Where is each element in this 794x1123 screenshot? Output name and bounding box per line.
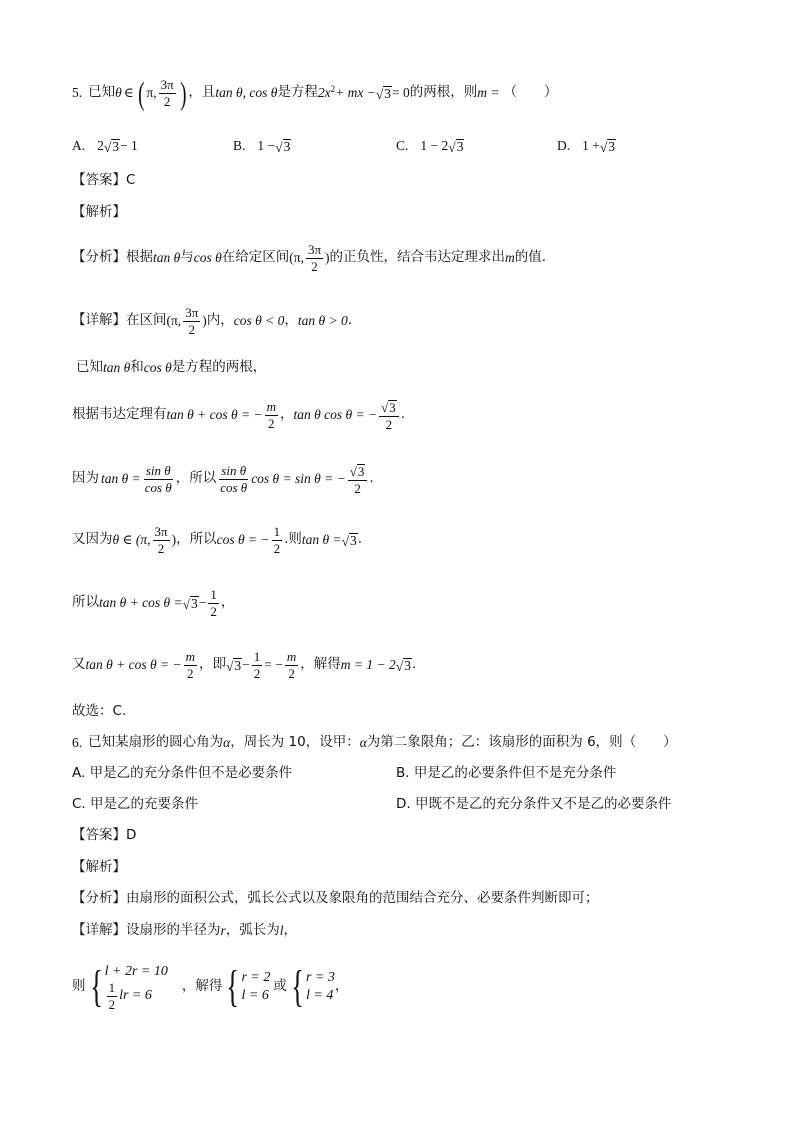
option-label: C. [396, 138, 409, 154]
text: ，解得 [300, 656, 341, 673]
text: 和 [130, 359, 144, 376]
one-over-two [208, 588, 219, 618]
three-pi-over-two [153, 525, 170, 555]
interval-start: π, [146, 85, 157, 101]
q6-stem [72, 734, 677, 752]
radicand: 3 [191, 595, 198, 611]
minus: − [198, 595, 207, 611]
equals-minus: = − [264, 657, 283, 673]
frac-numerator: 3π [307, 241, 322, 257]
theta-symbol: θ [115, 85, 122, 101]
q5-option-b [233, 137, 291, 155]
frac-numerator: m [286, 648, 297, 664]
sin-over-cos [218, 464, 249, 494]
frac-numerator: sin θ [221, 462, 247, 478]
interval-close: ) [325, 250, 330, 266]
frac-numerator: 1 [108, 979, 116, 995]
frac-denominator: 2 [187, 665, 194, 681]
frac-denominator: 2 [268, 415, 275, 431]
system-eq-2 [105, 981, 168, 1011]
l-symbol: l [279, 923, 284, 939]
option-expr: 1 − [257, 138, 276, 154]
tan-theta: tan θ [103, 360, 131, 376]
sum-expr: tan θ + cos θ = [99, 595, 183, 611]
equation-part: = 0 [392, 85, 410, 101]
result-expr: m = 1 − 2 [340, 657, 396, 673]
q6-option-d [396, 797, 671, 813]
answer-tag: 【答案】 [72, 827, 126, 844]
sqrt-3: √ 3 [225, 657, 242, 674]
option-text: B. 甲是乙的必要条件但不是充分条件 [396, 765, 617, 782]
q6-option-c [72, 797, 198, 813]
q6-answer [72, 828, 136, 844]
text: 根据韦达定理有 [72, 406, 167, 423]
sqrt-3: √ 3 [275, 138, 291, 155]
left-brace: { [291, 962, 304, 1012]
interval-close: ) [202, 313, 207, 329]
text: . [357, 531, 363, 548]
fenxi-text: 与 [180, 249, 194, 266]
q5-choose [72, 704, 126, 720]
q6-fenxi [72, 891, 599, 907]
answer-value: D [126, 827, 137, 844]
q5-stem-text: ，且 [188, 84, 216, 101]
frac-denominator: cos θ [144, 479, 172, 495]
solution-1-l: l = 6 [241, 988, 269, 1003]
sqrt-3: √ 3 [599, 138, 616, 155]
analysis-tag: 【解析】 [72, 204, 126, 221]
q6-stem-text: 为第二象限角；乙：该扇形的面积为 6，则（ ） [366, 734, 677, 751]
q6-stem-text: 已知某扇形的圆心角为 [88, 734, 224, 751]
q5-stem [72, 75, 558, 111]
q5-again-line [72, 644, 416, 686]
detail-text: ，弧长为 [225, 922, 280, 939]
option-expr: 1 + [582, 138, 600, 154]
sum-expr: tan θ + cos θ = − [166, 407, 263, 423]
text: ，解得 [181, 978, 223, 995]
text: 则 [72, 978, 86, 995]
cos-eq: cos θ = − [216, 532, 270, 548]
open-paren: ( [137, 74, 145, 111]
q6-detail [72, 922, 297, 940]
detail-tag: 【详解】 [72, 922, 126, 939]
fenxi-tag: 【分析】 [72, 890, 126, 907]
text: 因为 [72, 470, 99, 487]
sqrt-3: √ 3 [395, 657, 411, 674]
system-eq-2-rest: lr = 6 [119, 988, 152, 1003]
option-label: B. [233, 138, 246, 154]
element-of-symbol: ∈ [123, 85, 134, 101]
option-text: D. 甲既不是乙的充分条件又不是乙的必要条件 [396, 796, 672, 813]
frac-denominator: 2 [210, 603, 217, 619]
q5-stem-text: 是方程 [277, 84, 318, 101]
radicand: 3 [112, 138, 120, 154]
frac-denominator: 2 [385, 416, 393, 432]
q5-option-a [72, 137, 138, 155]
q6-stem-text: ，周长为 10，设甲： [230, 734, 360, 751]
option-expr: 1 − 2 [420, 138, 449, 154]
radicand: 3 [608, 138, 616, 154]
frac-denominator: 2 [288, 665, 295, 681]
one-over-two [107, 981, 118, 1011]
text: ， [220, 594, 235, 611]
left-brace: { [89, 962, 103, 1012]
q5-number: 5. [72, 85, 83, 101]
text: 是方程的两根， [171, 359, 267, 376]
frac-denominator: 2 [311, 258, 318, 274]
text: . [369, 470, 374, 487]
q5-known-line [76, 360, 266, 376]
m-over-two [285, 650, 298, 680]
q5-because-line [72, 458, 374, 500]
frac-numerator: 3π [154, 523, 168, 539]
theta-in: θ ∈ (π, [112, 532, 151, 548]
three-pi-over-two [159, 78, 176, 108]
radicand: 3 [234, 657, 242, 673]
tan-cos-expr: tan θ, cos θ [215, 85, 278, 101]
text: ， [279, 406, 294, 423]
text: .则 [284, 531, 302, 548]
q6-analysis-tag [72, 860, 126, 876]
q6-number: 6. [72, 735, 83, 751]
system-eq-1: l + 2r = 10 [104, 963, 168, 979]
fenxi-text: 由扇形的面积公式，弧长公式以及象限角的范围结合充分、必要条件判断即可； [126, 890, 599, 907]
sum-expr: tan θ + cos θ = − [85, 657, 182, 673]
tan-eq: tan θ = [301, 532, 342, 548]
frac-denominator: 2 [163, 93, 171, 109]
r-symbol: r [220, 923, 226, 939]
radicand: 3 [404, 657, 411, 673]
frac-denominator: cos θ [220, 479, 248, 495]
m-symbol: m [505, 250, 515, 266]
detail-text: 设扇形的半径为 [126, 922, 221, 939]
q5-stem-text: 的两根，则 [409, 84, 478, 101]
option-expr: 2 [97, 138, 104, 154]
option-label: D. [557, 138, 571, 154]
sqrt-3: √ 3 [349, 463, 365, 479]
frac-numerator: m [185, 648, 195, 664]
q5-option-d [557, 137, 616, 155]
interval-open: (π, [289, 250, 304, 266]
equation-part: 2x [317, 85, 331, 101]
tan-eq: tan θ = [101, 471, 141, 487]
text: ，所以 [176, 531, 217, 548]
q5-fenxi [72, 238, 546, 278]
text: 又 [72, 656, 86, 673]
sqrt3-over-two [379, 399, 399, 431]
fenxi-text: 的正负性，结合韦达定理求出 [329, 249, 506, 266]
fenxi-text: 的值. [514, 249, 547, 266]
text: ， [334, 978, 349, 995]
detail-text: ， [283, 922, 298, 939]
sqrt-3: √ 3 [341, 532, 357, 549]
frac-numerator: 3π [185, 304, 199, 320]
answer-tag: 【答案】 [72, 172, 126, 189]
answer-value: C [126, 172, 136, 189]
radicand: 3 [384, 85, 392, 101]
sqrt-3: √ 3 [182, 595, 198, 612]
one-over-two [252, 650, 263, 680]
frac-numerator: 1 [210, 586, 217, 602]
tan-theta: tan θ [153, 250, 181, 266]
text: 或 [273, 978, 287, 995]
q6-option-a [72, 766, 292, 782]
detail-text: ， [284, 312, 298, 329]
text: . [411, 656, 417, 673]
fenxi-text: 根据 [126, 249, 153, 266]
frac-denominator: 2 [188, 321, 195, 337]
sin-over-cos [143, 464, 174, 494]
equation-part: + mx − [335, 85, 376, 101]
text: . [400, 406, 406, 423]
sqrt3-over-two [348, 463, 368, 495]
frac-numerator: m [266, 398, 276, 414]
detail-text: 在区间 [126, 312, 167, 329]
interval-open: (π, [166, 313, 182, 329]
fenxi-tag: 【分析】 [72, 249, 126, 266]
radicand: 3 [456, 138, 464, 154]
radicand: 3 [357, 463, 365, 479]
solution-2 [306, 969, 335, 1005]
detail-text: . [347, 312, 353, 329]
text: ，所以 [175, 470, 217, 487]
analysis-tag: 【解析】 [72, 859, 126, 876]
frac-denominator: 2 [354, 480, 361, 496]
frac-numerator: 1 [273, 523, 281, 539]
m-equals: m = [477, 85, 500, 101]
mid-expr: cos θ = sin θ = − [251, 471, 346, 487]
answer-blank: （ ） [503, 84, 558, 101]
one-over-two [272, 525, 283, 555]
radicand: 3 [283, 138, 291, 154]
frac-numerator: sin θ [145, 462, 171, 478]
sqrt-3: √ 3 [375, 85, 392, 102]
solution-1 [241, 969, 270, 1005]
radicand: 3 [350, 532, 357, 548]
q5-also-line [72, 519, 362, 561]
three-pi-over-two [306, 243, 323, 273]
m-over-two [265, 400, 278, 430]
option-expr: − 1 [120, 138, 138, 154]
q5-answer [72, 173, 135, 189]
sqrt-3: √ 3 [103, 138, 120, 155]
frac-denominator: 2 [273, 540, 281, 556]
solution-2-r: r = 3 [306, 969, 335, 985]
text: ，即 [198, 656, 226, 673]
q5-option-c [396, 137, 464, 155]
q5-detail [72, 301, 352, 341]
left-brace: { [226, 962, 240, 1012]
radicand: 3 [389, 399, 396, 415]
m-over-two [184, 650, 197, 680]
text: 所以 [72, 594, 99, 611]
option-label: A. [72, 138, 86, 154]
option-text: A. 甲是乙的充分条件但不是必要条件 [72, 765, 293, 782]
close-paren: ) [179, 74, 187, 111]
cos-negative: cos θ < 0 [233, 313, 285, 329]
frac-denominator: 2 [157, 540, 165, 556]
solution-1-r: r = 2 [241, 969, 271, 985]
detail-tag: 【详解】 [72, 312, 126, 329]
frac-denominator: 2 [253, 665, 261, 681]
option-text: C. 甲是乙的充要条件 [72, 796, 199, 813]
choose-text: 故选：C. [72, 703, 127, 720]
text: 已知 [76, 359, 103, 376]
detail-text: 内， [206, 312, 234, 329]
q6-system-line [72, 955, 348, 1019]
frac-numerator: 1 [253, 648, 261, 664]
q6-option-b [396, 766, 616, 782]
q5-vieta-line [72, 394, 405, 436]
interval-close: ) [171, 532, 177, 548]
cos-theta: cos θ [193, 250, 222, 266]
three-pi-over-two [183, 306, 200, 336]
equation-exponent: 2 [330, 83, 336, 94]
cos-theta: cos θ [143, 360, 172, 376]
product-expr: tan θ cos θ = − [293, 407, 378, 423]
sqrt-3: √ 3 [381, 399, 396, 415]
alpha-symbol: α [359, 735, 367, 751]
frac-denominator: 2 [108, 996, 116, 1012]
alpha-symbol: α [223, 735, 231, 751]
q5-analysis-tag [72, 205, 126, 221]
frac-numerator: 3π [160, 76, 174, 92]
minus: − [242, 657, 250, 673]
fenxi-text: 在给定区间 [221, 249, 290, 266]
solution-2-l: l = 4 [306, 988, 334, 1003]
q5-stem-text: 已知 [88, 84, 116, 101]
q5-so-line [72, 582, 234, 624]
text: 又因为 [72, 531, 113, 548]
equation-system [105, 963, 168, 1011]
tan-positive: tan θ > 0 [297, 313, 348, 329]
sqrt-3: √ 3 [448, 138, 464, 155]
